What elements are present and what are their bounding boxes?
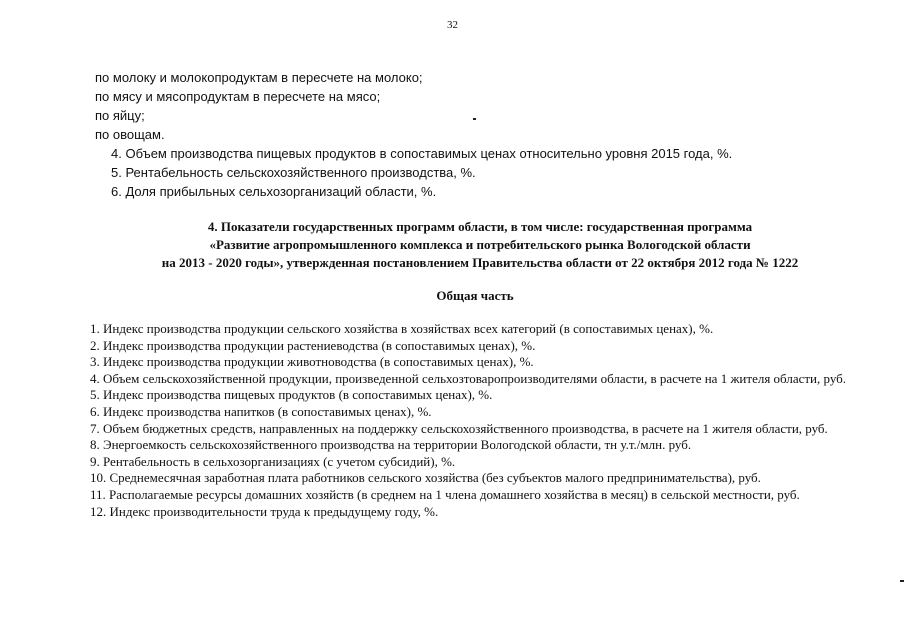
- list-item: 7. Объем бюджетных средств, направленных на поддержку сельскохозяйственного производства, в расчете на 1 жителя области, руб.: [90, 420, 828, 436]
- section-heading-line: «Развитие агропромышленного комплекса и потребительского рынка Вологодской области: [209, 237, 751, 252]
- subsection-title: Общая часть: [436, 288, 514, 303]
- list-item: 6. Индекс производства напитков (в сопоставимых ценах), %.: [90, 403, 432, 419]
- list-item: 12. Индекс производительности труда к предыдущему году, %.: [90, 503, 439, 519]
- list-item: 9. Рентабельность в сельхозорганизациях (с учетом субсидий), %.: [90, 453, 456, 469]
- section-heading-line: на 2013 - 2020 годы», утвержденная постановлением Правительства области от 22 октября 2012 года № 1222: [161, 255, 799, 270]
- page-number: 32: [447, 19, 458, 31]
- scan-speck: [473, 118, 476, 120]
- consumption-indicator-list: [95, 68, 875, 201]
- list-item: 10. Среднемесячная заработная плата работников сельского хозяйства (без субъектов малого предпринимательства), руб.: [90, 470, 761, 486]
- list-item: по яйцу;: [95, 108, 145, 123]
- list-item: 2. Индекс производства продукции растениеводства (в сопоставимых ценах), %.: [90, 337, 536, 353]
- list-item: 3. Индекс производства продукции животноводства (в сопоставимых ценах), %.: [90, 354, 534, 370]
- list-item: 4. Объем сельскохозяйственной продукции, произведенной сельхозтоваропроизводителями области, в расчете на 1 жителя области, руб.: [90, 370, 847, 386]
- list-item: по молоку и молокопродуктам в пересчете на молоко;: [95, 70, 423, 85]
- list-item: 4. Объем производства пищевых продуктов в сопоставимых ценах относительно уровня 2015 года, %.: [111, 146, 733, 161]
- list-item: 11. Располагаемые ресурсы домашних хозяйств (в среднем на 1 члена домашнего хозяйства в месяц) в сельской местности, руб.: [90, 486, 800, 502]
- section-heading: [60, 218, 900, 272]
- list-item: по мясу и мясопродуктам в пересчете на мясо;: [95, 89, 381, 104]
- list-item: 5. Рентабельность сельскохозяйственного производства, %.: [111, 165, 476, 180]
- scan-speck: [900, 580, 904, 582]
- list-item: 8. Энергоемкость сельскохозяйственного производства на территории Вологодской области, тн у.т./млн. руб.: [90, 437, 692, 453]
- list-item: 6. Доля прибыльных сельхозорганизаций области, %.: [111, 184, 437, 199]
- list-item: 1. Индекс производства продукции сельского хозяйства в хозяйствах всех категорий (в сопоставимых ценах), %.: [90, 321, 714, 336]
- indicator-list: [60, 321, 884, 520]
- list-item: по овощам.: [95, 127, 165, 142]
- list-item: 5. Индекс производства пищевых продуктов (в сопоставимых ценах), %.: [90, 387, 493, 403]
- section-heading-line: 4. Показатели государственных программ области, в том числе: государственная программа: [207, 219, 753, 234]
